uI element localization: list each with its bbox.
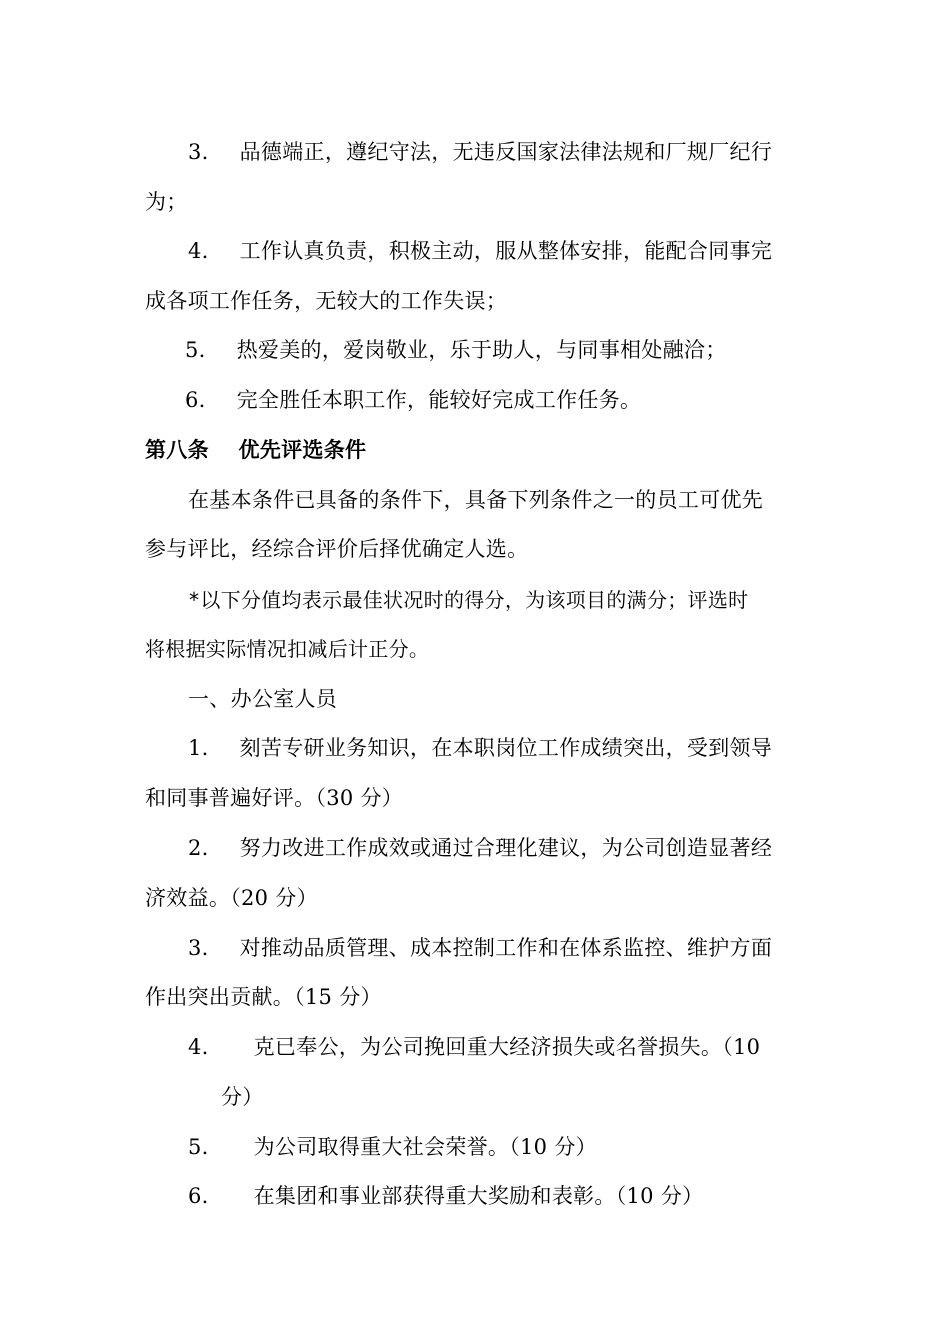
- article-title: 优先评选条件: [238, 437, 367, 462]
- item-text: 克已奉公，为公司挽回重大经济损失或名誉损失。（10: [253, 1035, 761, 1059]
- item-number: 6.: [185, 388, 206, 412]
- article-heading: [145, 436, 366, 464]
- section-title: 一、办公室人员: [188, 687, 338, 711]
- item-text: 刻苦专研业务知识，在本职岗位工作成绩突出，受到领导: [239, 736, 773, 760]
- list-item: [188, 237, 772, 265]
- item-number: 5.: [185, 338, 206, 362]
- scoring-note-continued: 将根据实际情况扣减后计正分。: [145, 637, 430, 661]
- list-item: [188, 1182, 703, 1210]
- list-item: [185, 386, 641, 414]
- list-item: [188, 138, 772, 166]
- article-number: 第八条: [145, 437, 209, 462]
- item-text-continued: 成各项工作任务，无较大的工作失误；: [145, 289, 508, 313]
- item-text: 为公司取得重大社会荣誉。（10 分）: [253, 1135, 597, 1159]
- item-text-continued: 济效益。（20 分）: [145, 886, 318, 910]
- item-text: 努力改进工作成效或通过合理化建议，为公司创造显著经: [239, 836, 773, 860]
- item-number: 3.: [188, 140, 209, 164]
- intro-paragraph: 在基本条件已具备的条件下，具备下列条件之一的员工可优先: [188, 488, 764, 512]
- item-text-continued: 和同事普遍好评。（30 分）: [145, 786, 404, 810]
- item-number: 4.: [188, 1035, 209, 1059]
- intro-paragraph-continued: 参与评比，经综合评价后择优确定人选。: [145, 537, 529, 561]
- list-item: [188, 1133, 597, 1161]
- item-number: 3.: [188, 936, 209, 960]
- item-number: 5.: [188, 1135, 209, 1159]
- item-text: 在集团和事业部获得重大奖励和表彰。（10 分）: [253, 1184, 704, 1208]
- list-item: [188, 1033, 760, 1061]
- item-text: 完全胜任本职工作，能较好完成工作任务。: [236, 388, 642, 412]
- list-item: [188, 834, 772, 862]
- list-item: [188, 734, 772, 762]
- item-text: 对推动品质管理、成本控制工作和在体系监控、维护方面: [239, 936, 773, 960]
- item-text-continued: 作出突出贡献。（15 分）: [145, 985, 382, 1009]
- item-number: 6.: [188, 1184, 209, 1208]
- item-number: 1.: [188, 736, 209, 760]
- item-text: 工作认真负责，积极主动，服从整体安排，能配合同事完: [239, 239, 773, 263]
- item-text-continued: 分）: [221, 1085, 264, 1109]
- item-text-continued: 为；: [145, 190, 188, 214]
- list-item: [185, 336, 727, 364]
- item-text: 热爱美的，爱岗敬业，乐于助人，与同事相处融洽；: [236, 338, 727, 362]
- list-item: [188, 934, 772, 962]
- item-number: 4.: [188, 239, 209, 263]
- item-number: 2.: [188, 836, 209, 860]
- item-text: 品德端正，遵纪守法，无违反国家法律法规和厂规厂纪行: [239, 140, 773, 164]
- scoring-note: *以下分值均表示最佳状况时的得分，为该项目的满分；评选时: [188, 588, 749, 612]
